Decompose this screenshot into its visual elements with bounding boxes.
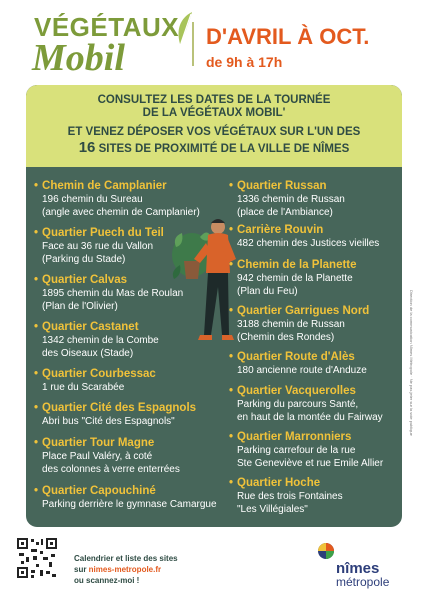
site-item [34, 179, 200, 219]
site-item [34, 436, 180, 476]
site-address-line: Ste Geneviève et rue Emile Allier [237, 458, 384, 469]
brand-subword: métropole [336, 575, 390, 589]
site-address-line: "Les Villégiales" [237, 504, 308, 515]
site-item [229, 384, 383, 424]
site-address-line: Rue des trois Fontaines [237, 491, 343, 502]
site-item [229, 430, 383, 470]
site-address-line: (Chemin des Rondes) [237, 332, 335, 343]
site-name: • Quartier Puech du Teil [34, 226, 164, 240]
site-address-line: Parking du parcours Santé, [237, 399, 359, 410]
site-item [34, 367, 156, 394]
site-name: • Quartier Vacquerolles [229, 384, 383, 398]
site-address-line: Parking derrière le gymnase Camargue [42, 499, 217, 510]
logo-line-2: Mobil [32, 37, 125, 79]
site-address-line: 180 ancienne route d'Anduze [237, 365, 367, 376]
site-item [34, 401, 196, 428]
site-item [229, 179, 345, 219]
site-name: • Quartier Marronniers [229, 430, 383, 444]
site-name: • Carrière Rouvin [229, 223, 379, 237]
footer-line-3: ou scannez-moi ! [74, 576, 140, 585]
site-address-line: en haut de la montée du Fairway [237, 412, 383, 423]
site-name: • Quartier Calvas [34, 273, 183, 287]
site-name: • Chemin de la Planette [229, 258, 357, 272]
period-title: D'AVRIL À OCT. [206, 24, 370, 49]
legal-side-note: Direction de la communication Nîmes Métropole · Ne pas jeter sur la voie publique [409, 290, 414, 436]
site-item [229, 223, 379, 250]
site-name: • Chemin de Camplanier [34, 179, 200, 193]
site-item [34, 320, 159, 360]
site-address-line: (Plan du Feu) [237, 286, 298, 297]
site-address-line: 1342 chemin de la Combe [42, 335, 159, 346]
header-divider [192, 22, 194, 66]
site-address-line: Parking carrefour de la rue [237, 445, 356, 456]
footer-line-2-prefix: sur [74, 565, 89, 574]
site-address-line: des Oiseaux (Stade) [42, 348, 134, 359]
site-item [229, 476, 343, 516]
site-address-line: (Plan de l'Olivier) [42, 301, 118, 312]
site-address-line: 482 chemin des Justices vieilles [237, 238, 380, 249]
site-name: • Quartier Castanet [34, 320, 159, 334]
footer-line-1: Calendrier et liste des sites [74, 554, 178, 563]
vegetaux-mobil-logo [26, 8, 196, 80]
site-address-line: (angle avec chemin de Camplanier) [42, 207, 200, 218]
site-address-line: (place de l'Ambiance) [237, 207, 333, 218]
site-address-line: 3188 chemin de Russan [237, 319, 345, 330]
site-address-line: (Parking du Stade) [42, 254, 126, 265]
sites-count: 16 [78, 139, 96, 156]
site-address-line: Place Paul Valéry, à coté [42, 451, 153, 462]
footer-info [74, 553, 178, 586]
website-link[interactable]: nimes-metropole.fr [88, 565, 162, 574]
site-address-line: 942 chemin de la Planette [237, 273, 353, 284]
site-address-line: 1895 chemin du Mas de Roulan [42, 288, 184, 299]
site-item [34, 273, 183, 313]
banner-line-4-text: SITES DE PROXIMITÉ DE LA VILLE DE NÎMES [98, 143, 350, 155]
site-address-line: 196 chemin du Sureau [42, 194, 143, 205]
site-address-line: Abri bus "Cité des Espagnols" [42, 416, 175, 427]
site-name: • Quartier Tour Magne [34, 436, 180, 450]
banner-line-3: ET VENEZ DÉPOSER VOS VÉGÉTAUX SUR L'UN DES [67, 126, 361, 138]
site-item [229, 304, 369, 344]
banner-line-4 [26, 140, 402, 157]
site-name: • Quartier Route d'Alès [229, 350, 367, 364]
site-item [34, 226, 164, 266]
site-name: • Quartier Garrigues Nord [229, 304, 369, 318]
banner-line-2: DE LA VÉGÉTAUX MOBIL' [142, 107, 286, 119]
site-name: • Quartier Cité des Espagnols [34, 401, 196, 415]
site-name: • Quartier Courbessac [34, 367, 156, 381]
site-address-line: des colonnes à verre enterrées [42, 464, 180, 475]
site-name: • Quartier Russan [229, 179, 345, 193]
site-name: • Quartier Hoche [229, 476, 343, 490]
site-address-line: Face au 36 rue du Vallon [42, 241, 154, 252]
logo-line-1: VÉGÉTAUX [34, 12, 180, 42]
site-name: • Quartier Capouchiné [34, 484, 217, 498]
banner-line-1: CONSULTEZ LES DATES DE LA TOURNÉE [97, 94, 331, 106]
opening-hours: de 9h à 17h [206, 54, 283, 70]
sites-panel [26, 85, 402, 527]
site-address-line: 1336 chemin de Russan [237, 194, 345, 205]
brand-word: nîmes [336, 560, 380, 577]
site-item [34, 484, 217, 511]
info-banner [26, 85, 402, 167]
qr-code[interactable] [16, 537, 58, 579]
person-with-plants-illustration [170, 217, 250, 347]
site-item [229, 350, 367, 377]
site-address-line: 1 rue du Scarabée [42, 382, 125, 393]
footer-line-2 [74, 564, 178, 575]
